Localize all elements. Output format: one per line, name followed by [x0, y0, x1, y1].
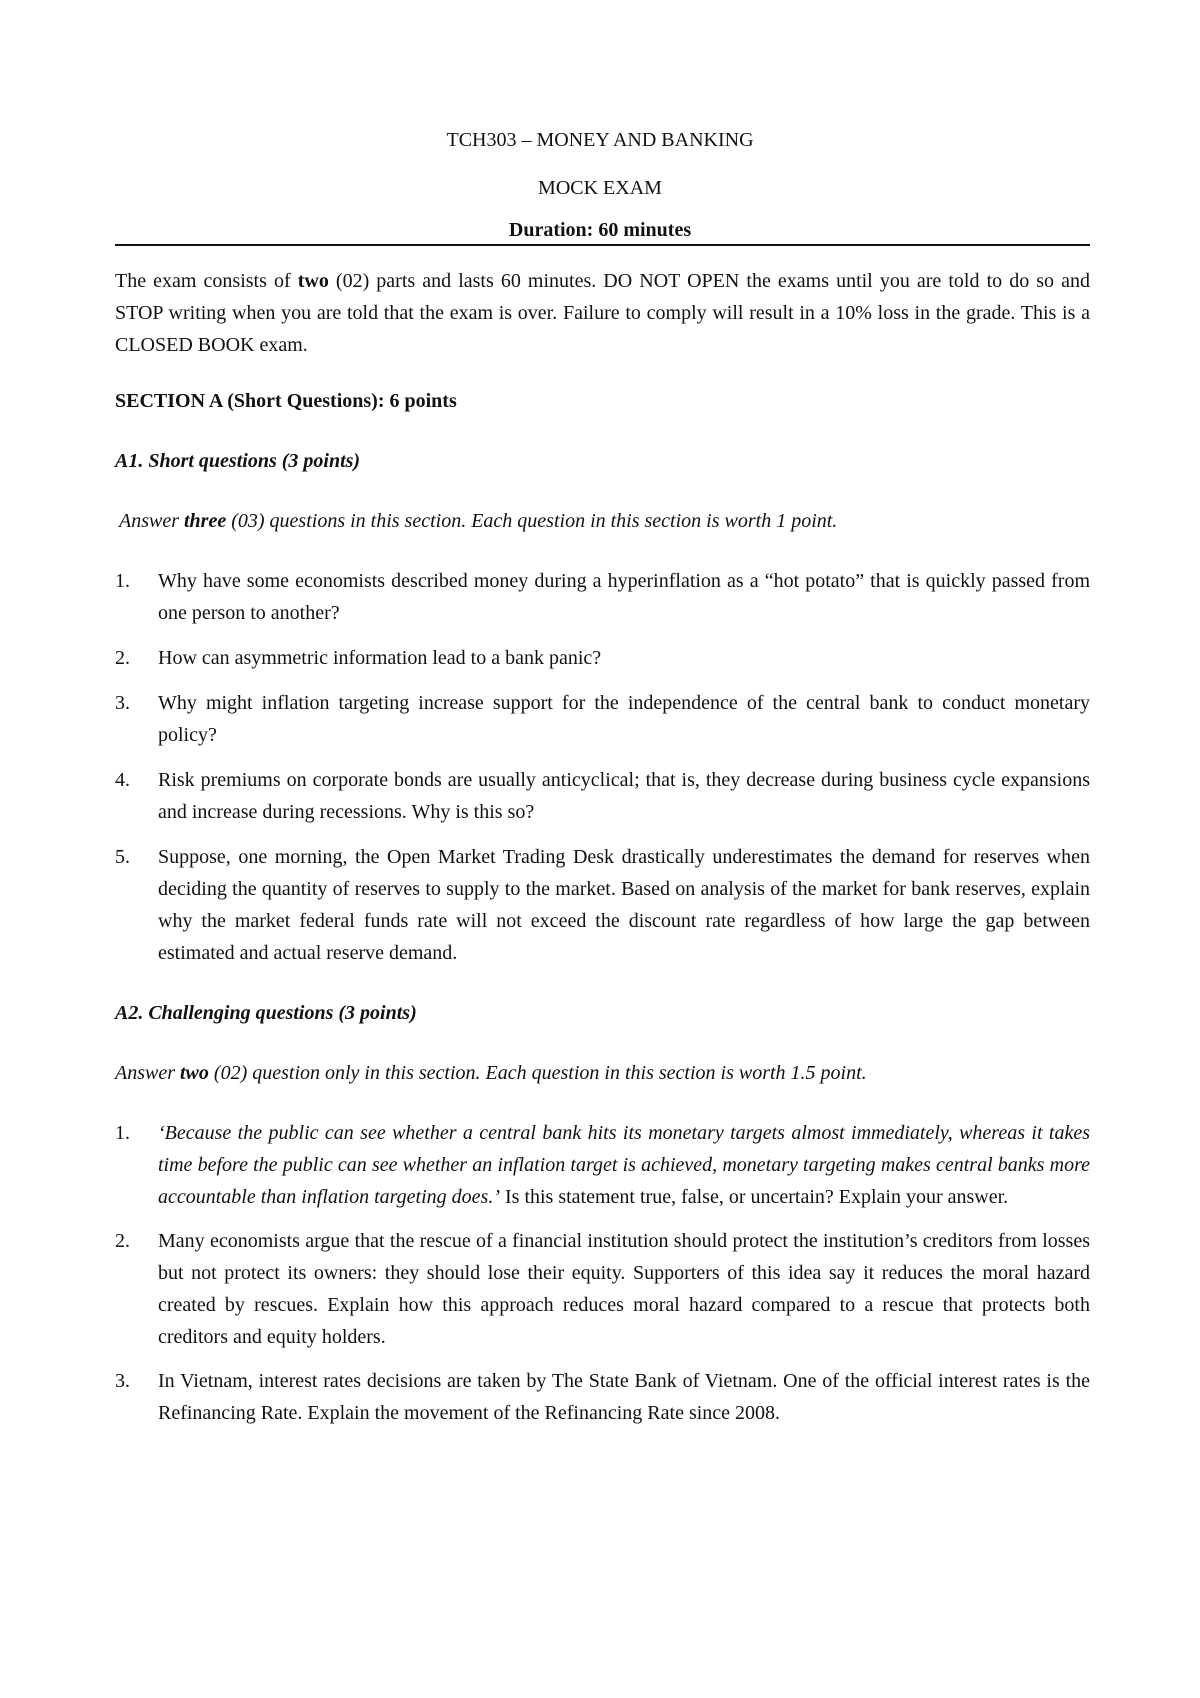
a2-question-list — [115, 1117, 1090, 1429]
question-text: In Vietnam, interest rates decisions are taken by The State Bank of Vietnam. One of the official interest rates is the Refinancing Rate. Explain the movement of the Refinancing Rate since 2008. — [158, 1370, 1090, 1424]
a2-title: A2. Challenging questions (3 points) — [115, 1002, 417, 1024]
intro-text-rest: (02) parts and lasts 60 minutes. DO NOT OPEN the exams until you are told to do so and STOP writing when you are told that the exam is over. Failure to comply will result in a 10% loss in the grade. This is a CLOSED BOOK exam. — [115, 270, 1091, 356]
a1-question — [115, 642, 1090, 674]
a1-instruction — [115, 505, 1090, 537]
intro-text: The exam consists of — [115, 270, 298, 292]
question-number: 3. — [115, 1370, 130, 1392]
exam-duration: Duration: 60 minutes — [508, 219, 692, 241]
question-number: 5. — [115, 846, 130, 868]
section-a-title: SECTION A (Short Questions): 6 points — [115, 390, 457, 412]
a2-instruction-rest: (02) question only in this section. Each question in this section is worth 1.5 point. — [208, 1062, 867, 1084]
question-text: Why have some economists described money during a hyperinflation as a “hot potato” that is quickly passed from one person to another? — [158, 570, 1090, 624]
question-number: 2. — [115, 1230, 130, 1252]
question-number: 2. — [115, 647, 130, 669]
question-number: 3. — [115, 692, 130, 714]
header-divider — [115, 244, 1090, 246]
a1-instruction-rest: (03) questions in this section. Each question in this section is worth 1 point. — [226, 510, 838, 532]
course-title: TCH303 – MONEY AND BANKING — [446, 129, 754, 151]
question-text: Is this statement true, false, or uncertain? Explain your answer. — [500, 1186, 1009, 1208]
question-quote: ‘Because the public can see whether a central bank hits its monetary targets almost immediately, whereas it takes time before the public can see whether an inflation target is achieved, monetary targeting makes central banks more accountable than inflation targeting does.’ — [158, 1122, 1090, 1208]
question-number: 1. — [115, 570, 130, 592]
a2-instruction-text: Answer — [115, 1062, 180, 1084]
question-text: Risk premiums on corporate bonds are usually anticyclical; that is, they decrease during business cycle expansions and increase during recessions. Why is this so? — [158, 769, 1090, 823]
exam-body — [115, 265, 1090, 1429]
question-text: Suppose, one morning, the Open Market Trading Desk drastically underestimates the demand for reserves when deciding the quantity of reserves to supply to the market. Based on analysis of the market for bank reserves, explain why the market federal funds rate will not exceed the discount rate regardless of how large the gap between estimated and actual reserve demand. — [158, 846, 1090, 964]
question-text: How can asymmetric information lead to a bank panic? — [158, 647, 602, 669]
a2-question — [115, 1365, 1090, 1429]
a1-question — [115, 764, 1090, 828]
a1-title: A1. Short questions (3 points) — [115, 450, 361, 472]
exam-instructions — [115, 265, 1090, 361]
exam-title: MOCK EXAM — [538, 177, 662, 199]
question-number: 4. — [115, 769, 130, 791]
question-text: Many economists argue that the rescue of a financial institution should protect the institution’s creditors from losses but not protect its owners: they should lose their equity. Supporters of this idea say it reduces the moral hazard created by rescues. Explain how this approach reduces moral hazard compared to a rescue that protects both creditors and equity holders. — [158, 1230, 1090, 1348]
a1-instruction-text: Answer — [119, 510, 184, 532]
a1-question — [115, 841, 1090, 969]
intro-bold: two — [297, 270, 329, 292]
a2-instruction — [115, 1057, 1090, 1089]
question-number: 1. — [115, 1122, 130, 1144]
a2-question — [115, 1225, 1090, 1353]
a2-instruction-bold: two — [180, 1062, 209, 1084]
a1-question-list — [115, 565, 1090, 969]
a1-question — [115, 565, 1090, 629]
a2-question — [115, 1117, 1090, 1213]
a1-instruction-bold: three — [184, 510, 227, 532]
a1-question — [115, 687, 1090, 751]
question-text: Why might inflation targeting increase support for the independence of the central bank to conduct monetary policy? — [158, 692, 1090, 746]
